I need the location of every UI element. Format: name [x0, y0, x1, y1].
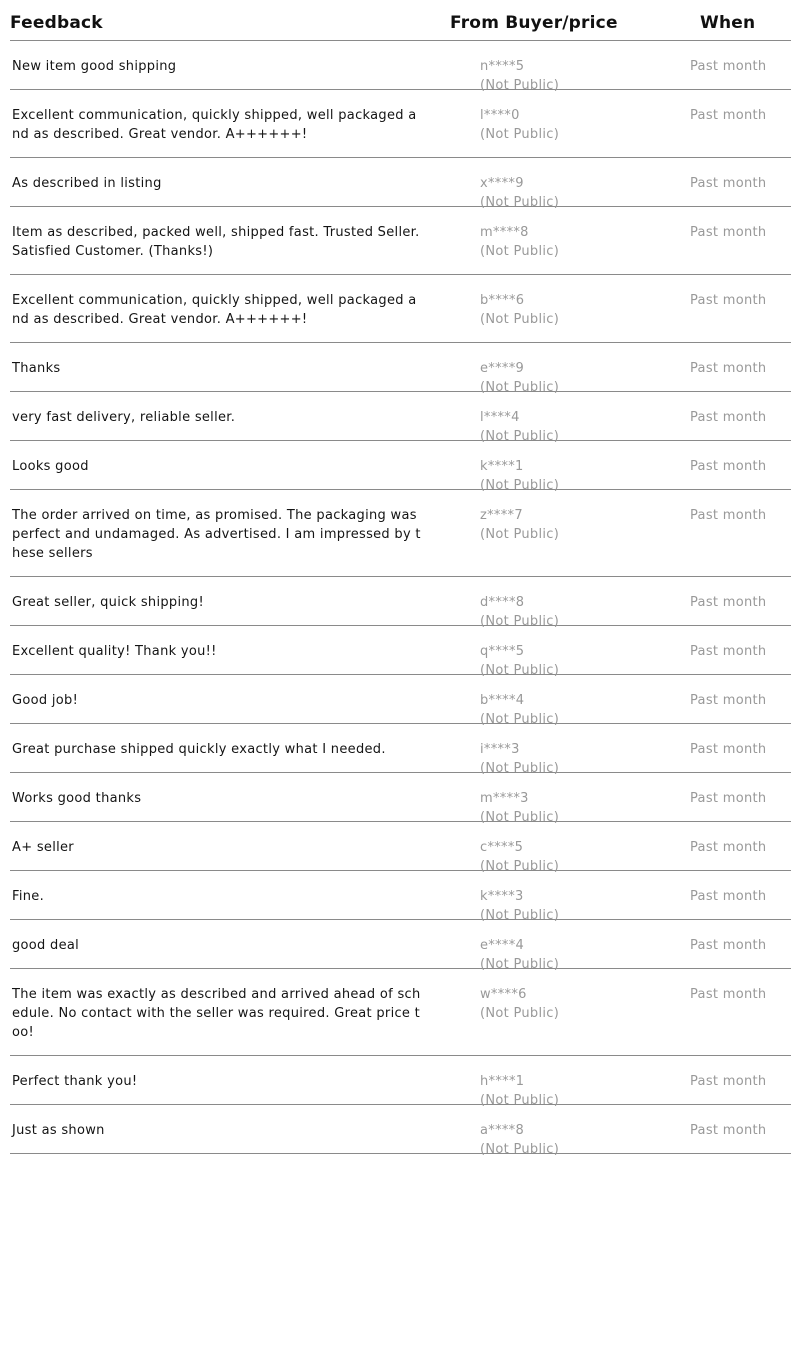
feedback-time: Past month — [690, 410, 767, 425]
price-not-public: (Not Public) — [480, 761, 560, 776]
table-row — [10, 1056, 791, 1108]
feedback-time: Past month — [690, 459, 767, 474]
feedback-comment: Perfect thank you! — [12, 1074, 138, 1089]
when-column-header: When — [700, 13, 756, 33]
buyer-info — [480, 506, 559, 544]
table-row — [10, 871, 791, 923]
table-row — [10, 920, 791, 972]
buyer-id: q****5 — [480, 644, 525, 659]
price-not-public: (Not Public) — [480, 127, 560, 142]
feedback-comment: New item good shipping — [12, 59, 177, 74]
feedback-time: Past month — [690, 742, 767, 757]
feedback-comment: As described in listing — [12, 176, 162, 191]
table-row — [10, 207, 791, 275]
buyer-id: d****8 — [480, 595, 525, 610]
feedback-time: Past month — [690, 889, 767, 904]
buyer-id: i****3 — [480, 742, 520, 757]
feedback-rows — [10, 41, 791, 1157]
price-not-public: (Not Public) — [480, 663, 560, 678]
buyer-id: l****4 — [480, 410, 520, 425]
table-row — [10, 626, 791, 678]
table-row — [10, 41, 791, 93]
price-not-public: (Not Public) — [480, 429, 560, 444]
price-not-public: (Not Public) — [480, 478, 560, 493]
feedback-time: Past month — [690, 293, 767, 308]
buyer-id: h****1 — [480, 1074, 525, 1089]
table-row — [10, 490, 791, 577]
price-not-public: (Not Public) — [480, 859, 560, 874]
table-header — [10, 0, 791, 41]
table-row — [10, 343, 791, 395]
buyer-info — [480, 1121, 559, 1159]
from-buyer-price-column-header: From Buyer/price — [450, 13, 618, 33]
price-not-public: (Not Public) — [480, 908, 560, 923]
feedback-comment: A+ seller — [12, 840, 74, 855]
feedback-comment: Thanks — [12, 361, 61, 376]
price-not-public: (Not Public) — [480, 380, 560, 395]
price-not-public: (Not Public) — [480, 1006, 560, 1021]
buyer-id: e****4 — [480, 938, 525, 953]
feedback-time: Past month — [690, 225, 767, 240]
feedback-time: Past month — [690, 840, 767, 855]
buyer-id: x****9 — [480, 176, 524, 191]
buyer-id: c****5 — [480, 840, 524, 855]
buyer-info — [480, 985, 559, 1023]
buyer-id: a****8 — [480, 1123, 525, 1138]
table-row — [10, 392, 791, 444]
table-row — [10, 773, 791, 825]
table-row — [10, 441, 791, 493]
feedback-comment: Fine. — [12, 889, 45, 904]
price-not-public: (Not Public) — [480, 244, 560, 259]
price-not-public: (Not Public) — [480, 78, 560, 93]
buyer-id: k****3 — [480, 889, 524, 904]
buyer-id: b****6 — [480, 293, 525, 308]
feedback-comment: Looks good — [12, 459, 89, 474]
feedback-time: Past month — [690, 108, 767, 123]
feedback-time: Past month — [690, 361, 767, 376]
feedback-comment: Excellent communication, quickly shipped, well packaged and as described. Great vendor. A++++++! — [12, 108, 417, 142]
feedback-comment: Just as shown — [12, 1123, 105, 1138]
feedback-time: Past month — [690, 59, 767, 74]
feedback-comment: The item was exactly as described and arrived ahead of schedule. No contact with the seller was required. Great price too! — [12, 987, 421, 1040]
feedback-comment: The order arrived on time, as promised. The packaging was perfect and undamaged. As advertised. I am impressed by these sellers — [12, 508, 421, 561]
table-row — [10, 675, 791, 727]
price-not-public: (Not Public) — [480, 712, 560, 727]
feedback-comment: Item as described, packed well, shipped fast. Trusted Seller. Satisfied Customer. (Thanks!) — [12, 225, 420, 259]
price-not-public: (Not Public) — [480, 312, 560, 327]
feedback-time: Past month — [690, 595, 767, 610]
buyer-id: k****1 — [480, 459, 524, 474]
buyer-id: e****9 — [480, 361, 525, 376]
buyer-id: n****5 — [480, 59, 525, 74]
feedback-comment: Good job! — [12, 693, 79, 708]
feedback-time: Past month — [690, 1123, 767, 1138]
table-row — [10, 724, 791, 776]
buyer-info — [480, 106, 559, 144]
feedback-time: Past month — [690, 938, 767, 953]
feedback-time: Past month — [690, 693, 767, 708]
price-not-public: (Not Public) — [480, 1093, 560, 1108]
buyer-id: w****6 — [480, 987, 527, 1002]
table-row — [10, 822, 791, 874]
buyer-info — [480, 291, 559, 329]
feedback-column-header: Feedback — [10, 13, 103, 33]
feedback-time: Past month — [690, 176, 767, 191]
buyer-id: m****8 — [480, 225, 529, 240]
table-row — [10, 577, 791, 629]
feedback-time: Past month — [690, 1074, 767, 1089]
feedback-time: Past month — [690, 791, 767, 806]
table-row — [10, 158, 791, 210]
price-not-public: (Not Public) — [480, 195, 560, 210]
feedback-comment: Great seller, quick shipping! — [12, 595, 204, 610]
buyer-id: m****3 — [480, 791, 529, 806]
feedback-table — [10, 0, 791, 1157]
feedback-time: Past month — [690, 987, 767, 1002]
feedback-comment: Excellent quality! Thank you!! — [12, 644, 217, 659]
buyer-id: z****7 — [480, 508, 523, 523]
price-not-public: (Not Public) — [480, 810, 560, 825]
price-not-public: (Not Public) — [480, 957, 560, 972]
feedback-comment: good deal — [12, 938, 80, 953]
feedback-comment: Excellent communication, quickly shipped, well packaged and as described. Great vendor. A++++++! — [12, 293, 417, 327]
price-not-public: (Not Public) — [480, 614, 560, 629]
table-row — [10, 90, 791, 158]
price-not-public: (Not Public) — [480, 1142, 560, 1157]
feedback-time: Past month — [690, 644, 767, 659]
feedback-comment: Works good thanks — [12, 791, 142, 806]
table-row — [10, 1105, 791, 1157]
table-row — [10, 275, 791, 343]
buyer-id: b****4 — [480, 693, 525, 708]
table-row — [10, 969, 791, 1056]
feedback-comment: very fast delivery, reliable seller. — [12, 410, 236, 425]
feedback-time: Past month — [690, 508, 767, 523]
buyer-info — [480, 223, 559, 261]
price-not-public: (Not Public) — [480, 527, 560, 542]
feedback-comment: Great purchase shipped quickly exactly what I needed. — [12, 742, 386, 757]
buyer-id: l****0 — [480, 108, 520, 123]
